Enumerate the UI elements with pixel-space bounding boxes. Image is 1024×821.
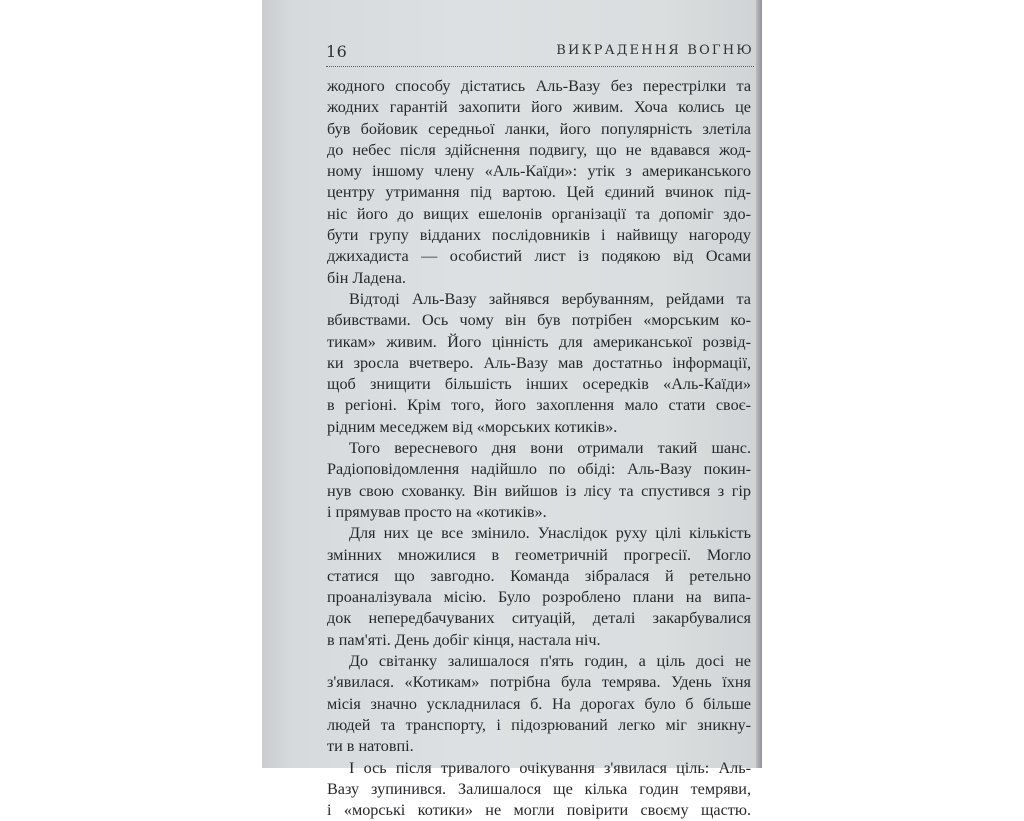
text-line: тикам» живим. Його цінність для американської розвід- xyxy=(327,332,751,353)
text-line: і «морські котики» не могли повірити своєму щастю. xyxy=(327,800,751,821)
text-line: і прямував просто на «котиків». xyxy=(327,502,751,523)
book-page xyxy=(262,0,762,768)
text-line: людей та транспорту, і підозрюваний легко міг зникну- xyxy=(327,715,751,736)
paragraph xyxy=(327,438,751,523)
text-line: джихадиста — особистий лист із подякою від Осами xyxy=(327,246,751,267)
paragraph xyxy=(327,651,751,757)
text-line: Вазу зупинився. Залишалося ще кілька годин темряви, xyxy=(327,779,751,800)
text-line: жодного способу дістатись Аль-Вазу без перестрілки та xyxy=(327,76,751,97)
text-line: щоб знищити більшість інших осередків «Аль-Каїди» xyxy=(327,374,751,395)
paragraph xyxy=(327,289,751,438)
text-line: жодних гарантій захопити його живим. Хоча колись це xyxy=(327,97,751,118)
text-line: рідним меседжем від «морських котиків». xyxy=(327,417,751,438)
page-header xyxy=(326,40,754,66)
paragraph xyxy=(327,523,751,651)
paragraph xyxy=(327,758,751,821)
running-title: ВИКРАДЕННЯ ВОГНЮ xyxy=(556,43,754,58)
text-line: місія значно ускладнилася б. На дорогах було б більше xyxy=(327,694,751,715)
text-line: Відтоді Аль-Вазу зайнявся вербуванням, рейдами та xyxy=(327,289,751,310)
page-number: 16 xyxy=(326,42,347,61)
text-line: ніс його до вищих ешелонів організації та допоміг здо- xyxy=(327,204,751,225)
text-line: ти в натовпі. xyxy=(327,736,751,757)
text-line: в пам'яті. День добіг кінця, настала ніч. xyxy=(327,630,751,651)
text-line: центру утримання під вартою. Цей єдиний вчинок під- xyxy=(327,182,751,203)
text-line: з'явилася. «Котикам» потрібна була темрява. Удень їхня xyxy=(327,672,751,693)
text-line: Для них це все змінило. Унаслідок руху цілі кількість xyxy=(327,523,751,544)
text-line: до небес після здійснення подвигу, що не вдавався жод- xyxy=(327,140,751,161)
text-line: бін Ладена. xyxy=(327,268,751,289)
text-line: нув свою схованку. Він вийшов із лісу та спустився з гір xyxy=(327,481,751,502)
text-line: Радіоповідомлення надійшло по обіді: Аль-Вазу покин- xyxy=(327,459,751,480)
text-line: вбивствами. Ось чому він був потрібен «морським ко- xyxy=(327,310,751,331)
page-edge-shadow xyxy=(756,0,762,768)
text-line: проаналізувала місію. Було розроблено плани на випа- xyxy=(327,587,751,608)
text-line: ки зросла вчетверо. Аль-Вазу мав достатньо інформації, xyxy=(327,353,751,374)
paragraph xyxy=(327,76,751,289)
text-line: змінних множилися в геометричній прогресії. Могло xyxy=(327,545,751,566)
body-text xyxy=(327,76,751,821)
text-line: док непередбачуваних ситуацій, деталі закарбувалися xyxy=(327,608,751,629)
text-line: статися що завгодно. Команда зібралася й ретельно xyxy=(327,566,751,587)
text-line: в регіоні. Крім того, його захоплення мало стати своє- xyxy=(327,395,751,416)
text-line: ному іншому члену «Аль-Каїди»: утік з американського xyxy=(327,161,751,182)
text-line: бути групу відданих послідовників і найвищу нагороду xyxy=(327,225,751,246)
text-line: Того вересневого дня вони отримали такий шанс. xyxy=(327,438,751,459)
text-line: До світанку залишалося п'ять годин, а ціль досі не xyxy=(327,651,751,672)
text-line: був бойовик середньої ланки, його популярність злетіла xyxy=(327,119,751,140)
header-rule xyxy=(326,66,754,67)
text-line: І ось після тривалого очікування з'явилася ціль: Аль- xyxy=(327,758,751,779)
